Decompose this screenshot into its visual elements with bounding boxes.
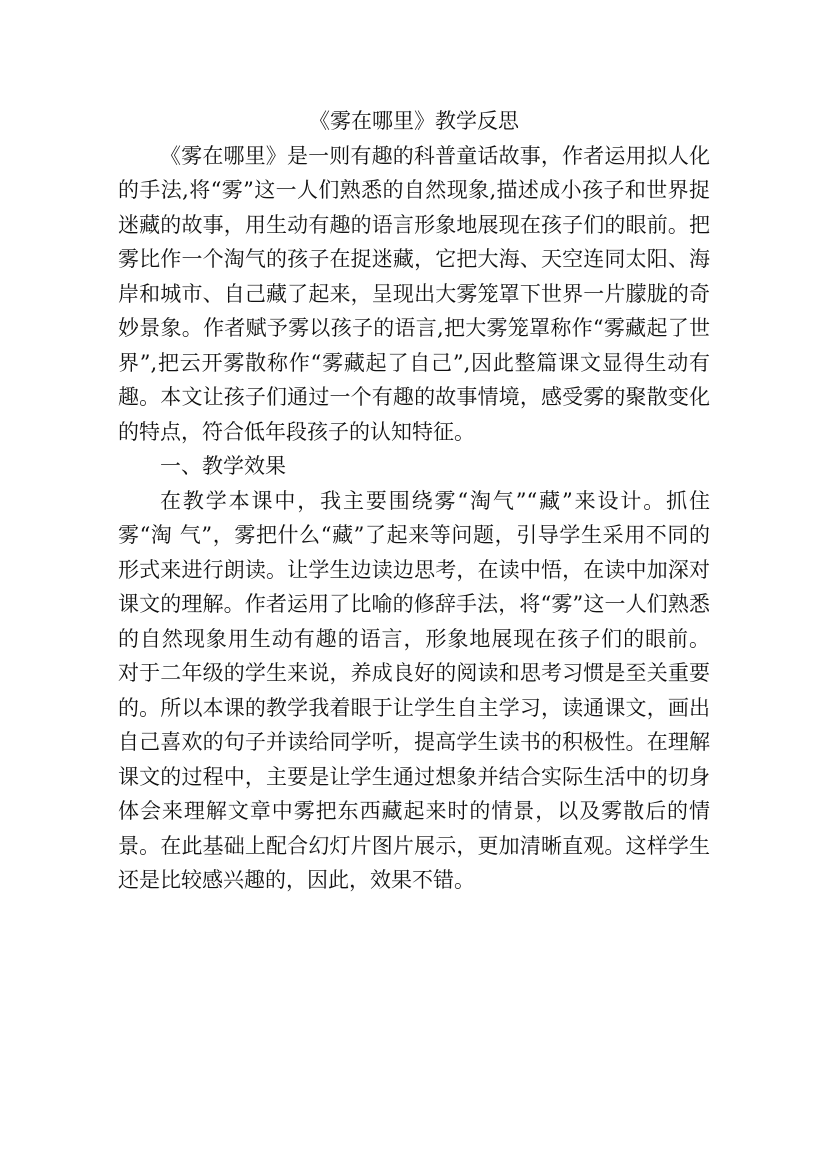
section-heading-teaching-effect: 一、教学效果	[160, 454, 286, 478]
document-title: 《雾在哪里》教学反思	[309, 109, 519, 133]
intro-paragraph: 《雾在哪里》是一则有趣的科普童话故事，作者运用拟人化的手法,将“雾”这一人们熟悉的自然现象,描述成小孩子和世界捉迷藏的故事，用生动有趣的语言形象地展现在孩子们的眼前。把雾比作一个淘气的孩子在捉迷藏，它把大海、天空连同太阳、海岸和城市、自己藏了起来，呈现出大雾笼罩下世界一片朦胧的奇妙景象。作者赋予雾以孩子的语言,把大雾笼罩称作“雾藏起了世界”,把云开雾散称作“雾藏起了自己”,因此整篇课文显得生动有趣。本文让孩子们通过一个有趣的故事情境，感受雾的聚散变化的特点，符合低年段孩子的认知特征。	[118, 143, 710, 444]
teaching-effect-paragraph: 在教学本课中，我主要围绕雾“淘气”“藏”来设计。抓住雾“淘 气”，雾把什么“藏”了起来等问题，引导学生采用不同的形式来进行朗读。让学生边读边思考，在读中悟，在读中加深对课文的理解。作者运用了比喻的修辞手法，将“雾”这一人们熟悉的自然现象用生动有趣的语言，形象地展现在孩子们的眼前。 对于二年级的学生来说，养成良好的阅读和思考习惯是至关重要的。所以本课的教学我着眼于让学生自主学习，读通课文，画出自己喜欢的句子并读给同学听，提高学生读书的积极性。在理解课文的过程中，主要是让学生通过想象并结合实际生活中的切身体会来理解文章中雾把东西藏起来时的情景，以及雾散后的情景。在此基础上配合幻灯片图片展示，更加清晰直观。这样学生还是比较感兴趣的，因此，效果不错。	[118, 488, 710, 892]
document-body	[118, 104, 710, 898]
